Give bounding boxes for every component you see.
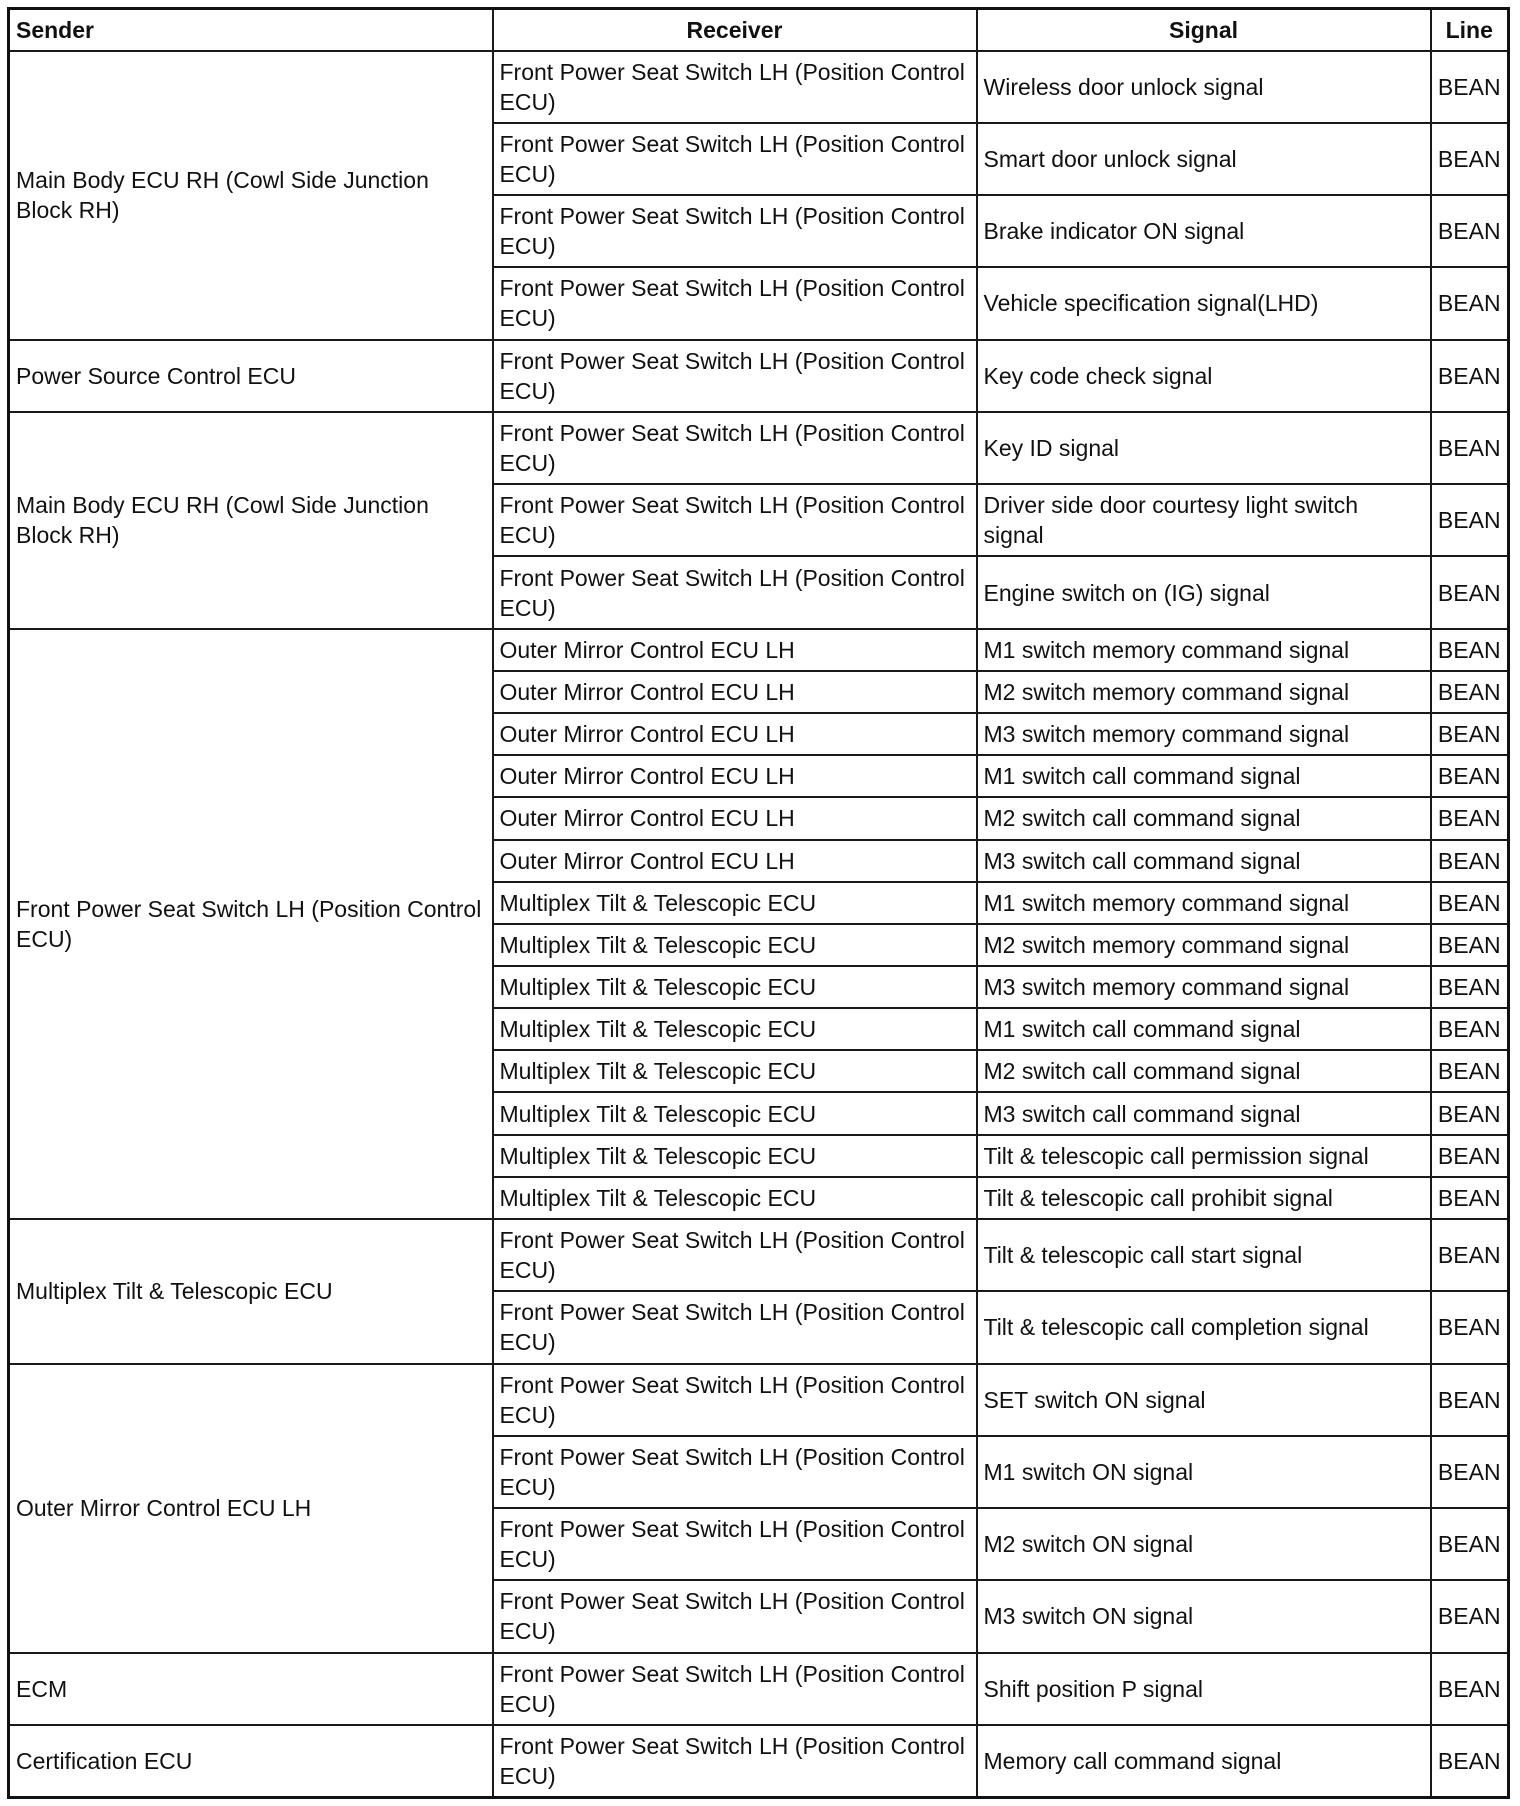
- signal-table: [7, 7, 1510, 1799]
- line-cell: BEAN: [1431, 1092, 1509, 1134]
- line-cell: BEAN: [1431, 195, 1509, 267]
- header-sender: Sender: [9, 9, 493, 51]
- sender-cell: Certification ECU: [9, 1725, 493, 1798]
- header-line: Line: [1431, 9, 1509, 51]
- signal-cell: Wireless door unlock signal: [977, 51, 1431, 123]
- signal-cell: M1 switch call command signal: [977, 1008, 1431, 1050]
- line-cell: BEAN: [1431, 755, 1509, 797]
- receiver-cell: Outer Mirror Control ECU LH: [493, 713, 977, 755]
- header-receiver: Receiver: [493, 9, 977, 51]
- header-row: [9, 9, 1509, 51]
- receiver-cell: Front Power Seat Switch LH (Position Control ECU): [493, 484, 977, 556]
- receiver-cell: Outer Mirror Control ECU LH: [493, 840, 977, 882]
- signal-cell: SET switch ON signal: [977, 1364, 1431, 1436]
- sender-cell: ECM: [9, 1653, 493, 1725]
- line-cell: BEAN: [1431, 1508, 1509, 1580]
- signal-cell: Shift position P signal: [977, 1653, 1431, 1725]
- line-cell: BEAN: [1431, 629, 1509, 671]
- table-row: [9, 340, 1509, 412]
- line-cell: BEAN: [1431, 924, 1509, 966]
- signal-cell: Memory call command signal: [977, 1725, 1431, 1798]
- line-cell: BEAN: [1431, 1725, 1509, 1798]
- line-cell: BEAN: [1431, 1364, 1509, 1436]
- table-body: [9, 51, 1509, 1798]
- sender-cell: Main Body ECU RH (Cowl Side Junction Block RH): [9, 412, 493, 629]
- signal-cell: M1 switch memory command signal: [977, 629, 1431, 671]
- table-row: [9, 1219, 1509, 1291]
- receiver-cell: Front Power Seat Switch LH (Position Control ECU): [493, 1364, 977, 1436]
- line-cell: BEAN: [1431, 1219, 1509, 1291]
- sender-cell: Multiplex Tilt & Telescopic ECU: [9, 1219, 493, 1364]
- signal-cell: Key code check signal: [977, 340, 1431, 412]
- line-cell: BEAN: [1431, 840, 1509, 882]
- signal-cell: M2 switch call command signal: [977, 797, 1431, 839]
- receiver-cell: Multiplex Tilt & Telescopic ECU: [493, 1050, 977, 1092]
- line-cell: BEAN: [1431, 882, 1509, 924]
- line-cell: BEAN: [1431, 1008, 1509, 1050]
- signal-cell: Brake indicator ON signal: [977, 195, 1431, 267]
- line-cell: BEAN: [1431, 1580, 1509, 1652]
- signal-cell: Tilt & telescopic call start signal: [977, 1219, 1431, 1291]
- receiver-cell: Front Power Seat Switch LH (Position Control ECU): [493, 51, 977, 123]
- table-row: [9, 629, 1509, 671]
- signal-cell: Key ID signal: [977, 412, 1431, 484]
- receiver-cell: Outer Mirror Control ECU LH: [493, 755, 977, 797]
- sender-cell: Front Power Seat Switch LH (Position Control ECU): [9, 629, 493, 1219]
- line-cell: BEAN: [1431, 412, 1509, 484]
- receiver-cell: Front Power Seat Switch LH (Position Control ECU): [493, 1436, 977, 1508]
- signal-cell: M2 switch ON signal: [977, 1508, 1431, 1580]
- signal-cell: M2 switch call command signal: [977, 1050, 1431, 1092]
- signal-cell: Tilt & telescopic call prohibit signal: [977, 1177, 1431, 1219]
- line-cell: BEAN: [1431, 1653, 1509, 1725]
- receiver-cell: Outer Mirror Control ECU LH: [493, 629, 977, 671]
- table-row: [9, 1364, 1509, 1436]
- line-cell: BEAN: [1431, 671, 1509, 713]
- sender-cell: Main Body ECU RH (Cowl Side Junction Block RH): [9, 51, 493, 340]
- receiver-cell: Outer Mirror Control ECU LH: [493, 671, 977, 713]
- receiver-cell: Multiplex Tilt & Telescopic ECU: [493, 1092, 977, 1134]
- line-cell: BEAN: [1431, 267, 1509, 339]
- receiver-cell: Multiplex Tilt & Telescopic ECU: [493, 1135, 977, 1177]
- signal-cell: M1 switch memory command signal: [977, 882, 1431, 924]
- signal-cell: M3 switch memory command signal: [977, 713, 1431, 755]
- receiver-cell: Front Power Seat Switch LH (Position Control ECU): [493, 123, 977, 195]
- table-row: [9, 51, 1509, 123]
- receiver-cell: Front Power Seat Switch LH (Position Control ECU): [493, 340, 977, 412]
- header-signal: Signal: [977, 9, 1431, 51]
- signal-cell: M3 switch call command signal: [977, 1092, 1431, 1134]
- receiver-cell: Front Power Seat Switch LH (Position Control ECU): [493, 267, 977, 339]
- receiver-cell: Front Power Seat Switch LH (Position Control ECU): [493, 556, 977, 628]
- signal-cell: Tilt & telescopic call permission signal: [977, 1135, 1431, 1177]
- line-cell: BEAN: [1431, 966, 1509, 1008]
- line-cell: BEAN: [1431, 340, 1509, 412]
- table-row: [9, 1653, 1509, 1725]
- receiver-cell: Outer Mirror Control ECU LH: [493, 797, 977, 839]
- receiver-cell: Front Power Seat Switch LH (Position Control ECU): [493, 1653, 977, 1725]
- receiver-cell: Front Power Seat Switch LH (Position Control ECU): [493, 1580, 977, 1652]
- line-cell: BEAN: [1431, 1177, 1509, 1219]
- line-cell: BEAN: [1431, 797, 1509, 839]
- signal-cell: M3 switch call command signal: [977, 840, 1431, 882]
- signal-cell: Vehicle specification signal(LHD): [977, 267, 1431, 339]
- receiver-cell: Front Power Seat Switch LH (Position Control ECU): [493, 1219, 977, 1291]
- receiver-cell: Front Power Seat Switch LH (Position Control ECU): [493, 1508, 977, 1580]
- receiver-cell: Front Power Seat Switch LH (Position Control ECU): [493, 1725, 977, 1798]
- signal-cell: M3 switch memory command signal: [977, 966, 1431, 1008]
- sender-cell: Power Source Control ECU: [9, 340, 493, 412]
- signal-cell: M2 switch memory command signal: [977, 671, 1431, 713]
- signal-cell: M1 switch call command signal: [977, 755, 1431, 797]
- line-cell: BEAN: [1431, 1291, 1509, 1363]
- signal-cell: M3 switch ON signal: [977, 1580, 1431, 1652]
- line-cell: BEAN: [1431, 1135, 1509, 1177]
- sender-cell: Outer Mirror Control ECU LH: [9, 1364, 493, 1653]
- receiver-cell: Multiplex Tilt & Telescopic ECU: [493, 966, 977, 1008]
- table-row: [9, 412, 1509, 484]
- receiver-cell: Multiplex Tilt & Telescopic ECU: [493, 924, 977, 966]
- line-cell: BEAN: [1431, 51, 1509, 123]
- receiver-cell: Multiplex Tilt & Telescopic ECU: [493, 1008, 977, 1050]
- receiver-cell: Front Power Seat Switch LH (Position Control ECU): [493, 195, 977, 267]
- receiver-cell: Front Power Seat Switch LH (Position Control ECU): [493, 1291, 977, 1363]
- line-cell: BEAN: [1431, 1050, 1509, 1092]
- signal-cell: Engine switch on (IG) signal: [977, 556, 1431, 628]
- line-cell: BEAN: [1431, 713, 1509, 755]
- signal-cell: Driver side door courtesy light switch signal: [977, 484, 1431, 556]
- line-cell: BEAN: [1431, 484, 1509, 556]
- line-cell: BEAN: [1431, 123, 1509, 195]
- table-row: [9, 1725, 1509, 1798]
- line-cell: BEAN: [1431, 556, 1509, 628]
- signal-cell: Smart door unlock signal: [977, 123, 1431, 195]
- signal-cell: Tilt & telescopic call completion signal: [977, 1291, 1431, 1363]
- receiver-cell: Multiplex Tilt & Telescopic ECU: [493, 882, 977, 924]
- signal-cell: M2 switch memory command signal: [977, 924, 1431, 966]
- signal-cell: M1 switch ON signal: [977, 1436, 1431, 1508]
- receiver-cell: Multiplex Tilt & Telescopic ECU: [493, 1177, 977, 1219]
- line-cell: BEAN: [1431, 1436, 1509, 1508]
- receiver-cell: Front Power Seat Switch LH (Position Control ECU): [493, 412, 977, 484]
